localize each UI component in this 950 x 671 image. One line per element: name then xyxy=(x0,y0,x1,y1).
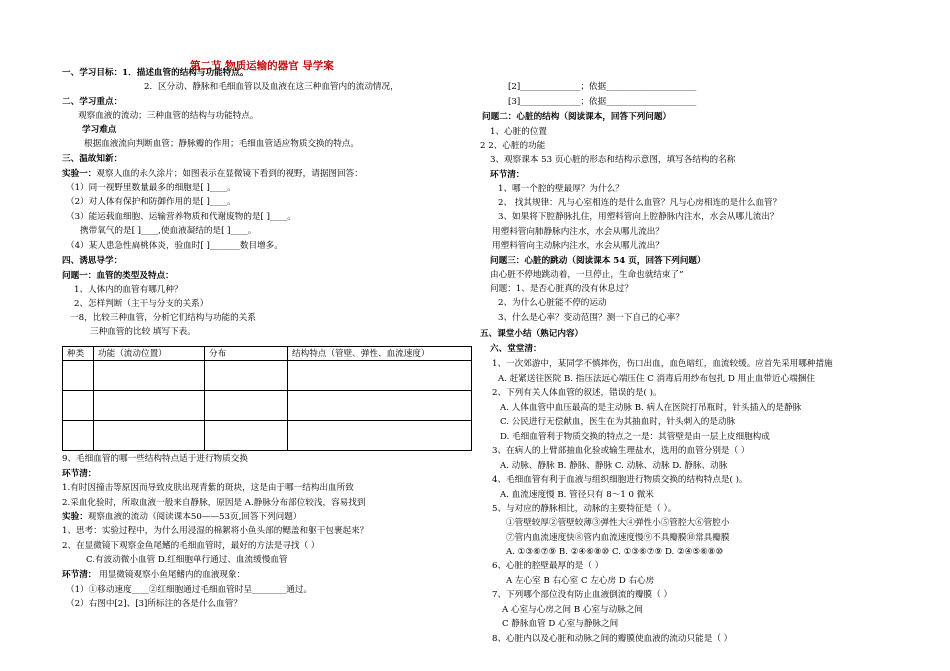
table-header-cell: 功能（流动位置） xyxy=(94,347,205,361)
right-text-line: 3、在病人的上臂部抽血化验或输生理盐水，选用的血管分别是（ ） xyxy=(492,446,750,456)
left-text-line: 环节清： 用显微镜观察小鱼尾鳍内的血液现象： xyxy=(62,570,246,580)
left-text-line: 三种血管的比较 填写下表。 xyxy=(90,327,196,337)
right-text-line: C 静脉血管 D 心室与静脉之间 xyxy=(502,619,619,629)
table-row xyxy=(63,391,472,421)
table-header-row xyxy=(63,347,472,361)
right-text-line: 3、观察课本 53 页心脏的形态和结构示意图，填写各结构的名称 xyxy=(490,155,736,165)
left-text-line: 实验一：观察人血的永久涂片；如图表示在显微镜下看到的视野，请据图回答： xyxy=(62,169,363,179)
right-text-line: C. 公民进行无偿献血，医生在为其抽血时，针头刺入的是动脉 xyxy=(500,417,736,427)
table-header-cell: 分布 xyxy=(205,347,288,361)
right-text-line: D. 毛细血管利于物质交换的特点之一是：其管壁是由一层上皮细胞构成 xyxy=(500,432,770,442)
right-text-line: 2、下列有关人体血管的叙述，错误的是( )。 xyxy=(492,388,662,398)
left-text-line: 2、怎样判断（主干与分支的关系） xyxy=(74,299,209,309)
left-text-line: 2.采血化验时，所取血液一般来自静脉，原因是 A.静脉分布部位较浅，容易找到 xyxy=(62,498,366,508)
left-text-line: 环节清： xyxy=(62,469,97,479)
right-text-line: 5、与对应的静脉相比，动脉的主要特征是（ ）。 xyxy=(492,504,677,514)
right-text-line: A. 动脉、静脉 B. 静脉、静脉 C. 动脉、动脉 D. 静脉、动脉 xyxy=(500,461,728,471)
table-row xyxy=(63,421,472,451)
right-text-line: 环节清： xyxy=(490,170,525,180)
left-text-line: 学习难点 xyxy=(82,125,117,135)
left-text-line: 问题一：血管的类型及特点： xyxy=(62,271,174,281)
left-text-line: 携带氧气的是[ ]____,使血液凝结的是[ ]____。 xyxy=(80,226,257,236)
right-text-line: 用塑料管向肺静脉内注水，水会从哪儿流出？ xyxy=(492,227,664,237)
right-text-line: ⑦管内血流速度快⑧管内血流速度慢⑨不具瓣膜⑩常具瓣膜 xyxy=(506,533,730,543)
left-text-line: 一、学习目标：1．描述血管的结构与功能特点。 xyxy=(62,68,249,78)
left-text-line: （1）同一视野里数量最多的细胞是[ ]____。 xyxy=(66,183,236,193)
vessel-comparison-table xyxy=(62,346,472,451)
right-text-line: 五、课堂小结（熟记内容） xyxy=(480,329,584,339)
right-text-line: A 心室与心房之间 B 心室与动脉之间 xyxy=(502,605,644,615)
right-text-line: 2 2、心脏的功能 xyxy=(480,141,546,151)
left-text-line: （4）某人患急性扁桃体炎，验血时[ ]_______数目增多。 xyxy=(66,241,283,251)
right-text-line: [2]______________；依据_____________________ xyxy=(508,82,697,92)
left-text-line: C.有波动微小血管 D.红细胞单行通过、血流缓慢血管 xyxy=(86,555,288,565)
left-text-line: 1、思考：实验过程中，为什么用浸湿的棉絮将小鱼头部的鳃盖和躯干包裹起来？ xyxy=(62,526,369,536)
right-text-line: 8、心脏内以及心脏和动脉之间的瓣膜使血液的流动只能是（ ） xyxy=(492,634,733,644)
table-row xyxy=(63,361,472,391)
right-text-line: 问题：1、是否心脏真的没有休息过？ xyxy=(490,284,633,294)
right-text-line: 问题二：心脏的结构（阅读课本，回答下列问题） xyxy=(482,112,672,122)
right-text-line: 3、如果将下腔静脉扎住，用塑料管向上腔静脉内注水，水会从哪儿流出？ xyxy=(498,212,779,222)
right-text-line: A 左心室 B 右心室 C 左心房 D 右心房 xyxy=(506,576,655,586)
left-text-line: 一8，比较三种血管，分析它们结构与功能的关系 xyxy=(70,313,256,323)
right-text-line: ①管壁较厚②管壁较薄③弹性大④弹性小⑤管腔大⑥管腔小 xyxy=(506,518,730,528)
left-text-line: 二、学习重点： xyxy=(62,97,123,107)
left-text-line: 2、在显微镜下观察金鱼尾鳍的毛细血管时，最好的方法是寻找（ ） xyxy=(62,541,320,551)
right-text-line: 六、堂堂清： xyxy=(490,344,542,354)
right-text-line: 7、下列哪个部位没有防止血液倒流的瓣膜（ ） xyxy=(492,590,673,600)
left-text-line: 四、诱思导学： xyxy=(62,256,123,266)
page-title: 第二节 物质运输的器官 导学案 xyxy=(190,60,334,72)
left-text-line: 9、毛细血管的哪一些结构特点适于进行物质交换 xyxy=(62,454,248,464)
left-text-line: 观察血液的流动；三种血管的结构与功能特点。 xyxy=(78,111,259,121)
right-text-line: 问题三：心脏的跳动（阅读课本 54 页，回答下列问题） xyxy=(490,256,706,266)
right-text-line: 2、 找其规律：凡与心室相连的是什么血管？凡与心房相连的是什么血管？ xyxy=(498,198,782,208)
right-text-line: [3]______________；依据_____________________ xyxy=(508,97,697,107)
right-text-line: 3、什么是心率？变动范围？测一下自己的心率？ xyxy=(498,313,684,323)
right-text-line: A. 赶紧送往医院 B. 指压法远心端压住 C 消毒后用纱布包扎 D 用止血带近心端捆住 xyxy=(498,374,815,384)
right-text-line: A. 血流速度慢 B. 管径只有 8～1 0 微米 xyxy=(500,490,654,500)
left-text-line: （3）能运载血细胞、运输营养物质和代谢废物的是[ ]____。 xyxy=(66,212,296,222)
right-text-line: 2、为什么心脏能不停的运动 xyxy=(498,298,607,308)
table-header-cell: 结构特点（管壁、弹性、血流速度） xyxy=(288,347,472,361)
right-text-line: 6、心脏的腔壁最厚的是（ ） xyxy=(492,561,604,571)
right-text-line: A. ①③⑥⑦⑨ B. ②④⑥⑧⑩ C. ①③⑥⑦⑨ D. ②④⑤⑥⑧⑩ xyxy=(506,547,724,557)
right-text-line: A. 人体血管中血压最高的是主动脉 B. 病人在医院打吊瓶时，针头插入的是静脉 xyxy=(500,403,802,413)
right-text-line: 由心脏不停地跳动着，一旦停止，生命也就结束了” xyxy=(490,270,684,280)
left-text-line: 2．区分动、静脉和毛细血管以及血液在这三种血管内的流动情况， xyxy=(144,82,399,92)
left-text-line: 根据血液流向判断血管；静脉瓣的作用；毛细血管适应物质交换的特点。 xyxy=(84,139,360,149)
left-text-line: （2）右图中[2]、[3]所标注的各是什么血管？ xyxy=(66,599,242,609)
right-text-line: 1、哪一个腔的壁最厚？为什么？ xyxy=(498,184,624,194)
right-text-line: 1、一次郊游中，某同学不慎摔伤，伤口出血，血色暗红，血流较缓。应首先采用哪种措施 xyxy=(492,359,833,369)
table-header-cell: 种类 xyxy=(63,347,94,361)
left-text-line: 实验：观察血液的流动（阅读课本50——53页,回答下列问题） xyxy=(62,512,302,522)
left-text-line: （2）对人体有保护和防御作用的是[ ]____。 xyxy=(66,197,236,207)
right-text-line: 4、毛细血管有利于血液与组织细胞进行物质交换的结构特点是( )。 xyxy=(492,475,748,485)
left-text-line: （1）①移动速度____②红细胞通过毛细血管时呈________通过。 xyxy=(66,585,313,595)
right-text-line: 1、心脏的位置 xyxy=(490,127,548,137)
left-text-line: 三、温故知新： xyxy=(62,154,123,164)
right-text-line: 用塑料管向主动脉内注水，水会从哪儿流出？ xyxy=(492,241,664,251)
left-text-line: 1、人体内的血管有哪几种？ xyxy=(74,285,183,295)
left-text-line: 1.有时因撞击等原因而导致皮肤出现青紫的斑块，这是由于哪一结构出血所致 xyxy=(62,483,354,493)
